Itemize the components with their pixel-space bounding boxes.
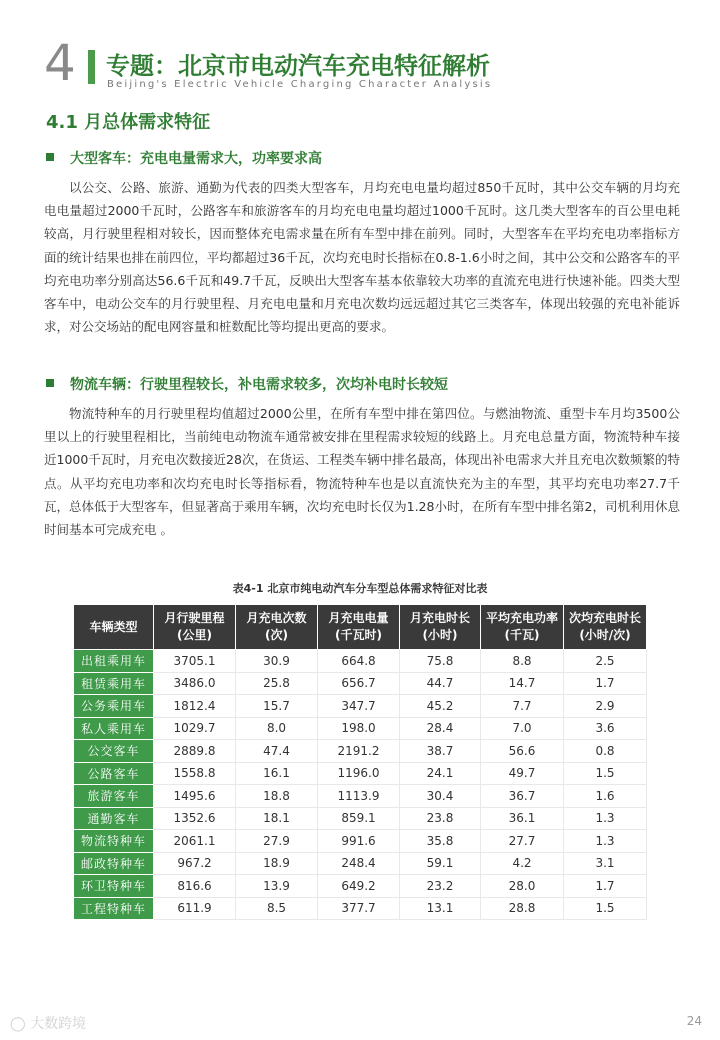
header-monthly-energy: 月充电电量 (千瓦时): [318, 605, 400, 650]
value-cell: 30.9: [236, 650, 318, 673]
value-cell: 14.7: [481, 672, 564, 695]
value-cell: 4.2: [481, 852, 564, 875]
vehicle-type-cell: 旅游客车: [74, 785, 154, 808]
value-cell: 16.1: [236, 762, 318, 785]
value-cell: 3705.1: [154, 650, 236, 673]
value-cell: 1.3: [564, 830, 647, 853]
table-row: [74, 897, 647, 920]
header-monthly-duration: 月充电时长 (小时): [400, 605, 481, 650]
value-cell: 347.7: [318, 695, 400, 718]
value-cell: 24.1: [400, 762, 481, 785]
value-cell: 2.5: [564, 650, 647, 673]
subsection-heading-bus: [46, 148, 322, 168]
vehicle-type-cell: 物流特种车: [74, 830, 154, 853]
value-cell: 649.2: [318, 875, 400, 898]
value-cell: 13.9: [236, 875, 318, 898]
value-cell: 1352.6: [154, 807, 236, 830]
data-table: [73, 604, 647, 920]
value-cell: 23.2: [400, 875, 481, 898]
value-cell: 59.1: [400, 852, 481, 875]
value-cell: 38.7: [400, 740, 481, 763]
value-cell: 56.6: [481, 740, 564, 763]
value-cell: 28.4: [400, 717, 481, 740]
subsection-heading-logistics: [46, 374, 448, 394]
value-cell: 7.0: [481, 717, 564, 740]
value-cell: 44.7: [400, 672, 481, 695]
value-cell: 967.2: [154, 852, 236, 875]
value-cell: 23.8: [400, 807, 481, 830]
chapter-accent-bar: [88, 50, 95, 84]
subsection-heading-text: 物流车辆：行驶里程较长，补电需求较多，次均补电时长较短: [70, 377, 448, 393]
header-monthly-charges: 月充电次数 (次): [236, 605, 318, 650]
value-cell: 27.9: [236, 830, 318, 853]
value-cell: 2191.2: [318, 740, 400, 763]
header-monthly-mileage: 月行驶里程 (公里): [154, 605, 236, 650]
table-caption: 表4-1 北京市纯电动汽车分车型总体需求特征对比表: [232, 582, 488, 595]
value-cell: 1.7: [564, 875, 647, 898]
table-row: [74, 672, 647, 695]
value-cell: 18.1: [236, 807, 318, 830]
value-cell: 75.8: [400, 650, 481, 673]
value-cell: 7.7: [481, 695, 564, 718]
value-cell: 36.7: [481, 785, 564, 808]
value-cell: 611.9: [154, 897, 236, 920]
table-row: [74, 785, 647, 808]
value-cell: 3.6: [564, 717, 647, 740]
value-cell: 377.7: [318, 897, 400, 920]
value-cell: 8.8: [481, 650, 564, 673]
value-cell: 1558.8: [154, 762, 236, 785]
value-cell: 18.8: [236, 785, 318, 808]
value-cell: 859.1: [318, 807, 400, 830]
value-cell: 2.9: [564, 695, 647, 718]
value-cell: 36.1: [481, 807, 564, 830]
value-cell: 1.5: [564, 897, 647, 920]
value-cell: 49.7: [481, 762, 564, 785]
value-cell: 1495.6: [154, 785, 236, 808]
table-row: [74, 807, 647, 830]
paragraph-bus: 以公交、公路、旅游、通勤为代表的四类大型客车，月均充电电量均超过850千瓦时，其中公交车辆的月均充电电量超过2000千瓦时，公路客车和旅游客车的月均充电电量均超过1000千瓦时。这几类大型客车的百公里电耗较高，月行驶里程相对较长，因而整体充电需求量在所有车型中排在前列。同时，大型客车在平均充电功率指标方面的统计结果也排在前四位，平均都超过36千瓦，次均充电时长指标在0.8-1.6小时之间，其中公交和公路客车的平均充电功率分别高达56.6千瓦和49.7千瓦，反映出大型客车基本依靠较大功率的直流充电进行快速补能。四类大型客车中，电动公交车的月行驶里程、月充电电量和月充电次数均远远超过其它三类客车，体现出较强的充电补能诉求，对公交场站的配电网容量和桩数配比等均提出更高的要求。: [44, 180, 680, 335]
bullet-square-icon: [46, 153, 54, 161]
value-cell: 1113.9: [318, 785, 400, 808]
page-title: 专题：北京市电动汽车充电特征解析: [106, 52, 490, 80]
value-cell: 248.4: [318, 852, 400, 875]
value-cell: 816.6: [154, 875, 236, 898]
value-cell: 15.7: [236, 695, 318, 718]
value-cell: 1812.4: [154, 695, 236, 718]
value-cell: 45.2: [400, 695, 481, 718]
value-cell: 30.4: [400, 785, 481, 808]
subsection-heading-text: 大型客车：充电电量需求大，功率要求高: [70, 151, 322, 167]
table-row: [74, 695, 647, 718]
watermark: ◯ 大数跨境: [10, 1016, 87, 1032]
vehicle-type-cell: 租赁乘用车: [74, 672, 154, 695]
value-cell: 18.9: [236, 852, 318, 875]
value-cell: 13.1: [400, 897, 481, 920]
chapter-number: 4: [44, 34, 76, 92]
value-cell: 1196.0: [318, 762, 400, 785]
value-cell: 1.3: [564, 807, 647, 830]
table-row: [74, 650, 647, 673]
table-row: [74, 740, 647, 763]
value-cell: 8.0: [236, 717, 318, 740]
value-cell: 2889.8: [154, 740, 236, 763]
value-cell: 27.7: [481, 830, 564, 853]
value-cell: 656.7: [318, 672, 400, 695]
table-row: [74, 830, 647, 853]
header-vehicle-type: 车辆类型: [74, 605, 154, 650]
value-cell: 198.0: [318, 717, 400, 740]
table-row: [74, 762, 647, 785]
vehicle-type-cell: 邮政特种车: [74, 852, 154, 875]
page-subtitle: Beijing's Electric Vehicle Charging Character Analysis: [107, 79, 493, 90]
header-avg-power: 平均充电功率 (千瓦): [481, 605, 564, 650]
page-number: 24: [686, 1014, 702, 1028]
vehicle-type-cell: 环卫特种车: [74, 875, 154, 898]
value-cell: 1029.7: [154, 717, 236, 740]
value-cell: 2061.1: [154, 830, 236, 853]
table-row: [74, 717, 647, 740]
value-cell: 28.8: [481, 897, 564, 920]
vehicle-type-cell: 公务乘用车: [74, 695, 154, 718]
value-cell: 1.7: [564, 672, 647, 695]
value-cell: 664.8: [318, 650, 400, 673]
value-cell: 35.8: [400, 830, 481, 853]
value-cell: 1.5: [564, 762, 647, 785]
vehicle-type-cell: 私人乘用车: [74, 717, 154, 740]
vehicle-type-cell: 出租乘用车: [74, 650, 154, 673]
table-header-row: [74, 605, 647, 650]
vehicle-type-cell: 通勤客车: [74, 807, 154, 830]
value-cell: 991.6: [318, 830, 400, 853]
value-cell: 8.5: [236, 897, 318, 920]
section-title: 4.1 月总体需求特征: [46, 112, 211, 133]
value-cell: 3486.0: [154, 672, 236, 695]
table-row: [74, 875, 647, 898]
vehicle-type-cell: 工程特种车: [74, 897, 154, 920]
value-cell: 3.1: [564, 852, 647, 875]
table-row: [74, 852, 647, 875]
value-cell: 25.8: [236, 672, 318, 695]
paragraph-logistics: 物流特种车的月行驶里程均值超过2000公里，在所有车型中排在第四位。与燃油物流、重型卡车月均3500公里以上的行驶里程相比，当前纯电动物流车通常被安排在里程需求较短的线路上。月充电总量方面，物流特种车接近1000千瓦时，月充电次数接近28次，在货运、工程类车辆中排名最高，体现出补电需求大并且充电次数频繁的特点。从平均充电功率和次均充电时长等指标看，物流特种车也是以直流快充为主的车型，其平均充电功率27.7千瓦，总体低于大型客车，但显著高于乘用车辆，次均充电时长仅为1.28小时，在所有车型中排名第2，司机利用休息时间基本可完成充电 。: [44, 406, 680, 538]
bullet-square-icon: [46, 379, 54, 387]
value-cell: 1.6: [564, 785, 647, 808]
value-cell: 28.0: [481, 875, 564, 898]
value-cell: 47.4: [236, 740, 318, 763]
vehicle-type-cell: 公路客车: [74, 762, 154, 785]
header-avg-session-duration: 次均充电时长 (小时/次): [564, 605, 647, 650]
vehicle-type-cell: 公交客车: [74, 740, 154, 763]
value-cell: 0.8: [564, 740, 647, 763]
